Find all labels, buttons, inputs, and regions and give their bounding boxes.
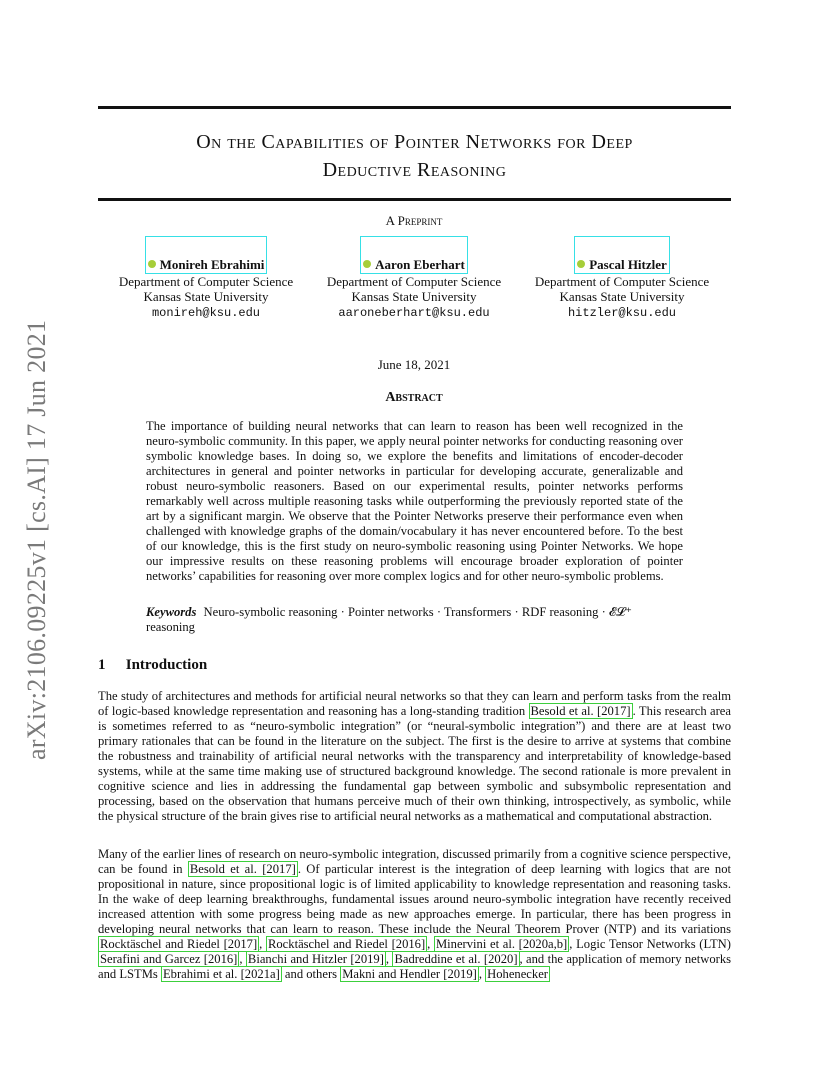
citation-link[interactable]: Rocktäschel and Riedel [2016] [267, 937, 426, 951]
title-rule-bottom [98, 198, 731, 201]
author-3 [522, 236, 722, 321]
title-line-2: Deductive Reasoning [322, 159, 507, 181]
author-1-email: monireh@ksu.edu [151, 306, 261, 320]
author-2-dept: Department of Computer Science [326, 274, 502, 289]
keywords-label: Keywords [146, 605, 197, 619]
author-2-email: aaroneberhart@ksu.edu [338, 306, 490, 320]
author-1-name-link[interactable]: Monireh Ebrahimi [145, 236, 268, 274]
orcid-icon[interactable] [577, 260, 585, 268]
author-2-univ: Kansas State University [351, 289, 477, 304]
section-number: 1 [98, 657, 106, 673]
author-1-univ: Kansas State University [143, 289, 269, 304]
author-3-univ: Kansas State University [559, 289, 685, 304]
intro-paragraph-1: The study of architectures and methods for artificial neural networks so that they can learn and perform tasks from the realm of logic-based knowledge representation and reasoning has a long-standing tradition Besold et al. [2017] . This research area is sometimes referred to as “neuro-symbolic integration” (or “neural-symbolic integration”) and there are at least two primary rationales that can be found in the literature on the subject. The first is the desire to arrive at systems that combine the robustness and trainability of artificial neural networks with the transparency and interpretability of knowledge-based systems, while at the same time making use of structured background knowledge. The second rationale is more prevalent in cognitive science and lies in addressing the fundamental gap between symbolic and subsymbolic representation and processing, based on the observation that humans perceive much of their own thinking, introspectively, as symbolic, while the physical structure of the brain gives rise to artificial neural networks as a mathematical and computational abstraction. [98, 689, 731, 823]
citation-link[interactable]: Ebrahimi et al. [2021a] [162, 967, 280, 981]
title-rule-top [98, 106, 731, 109]
author-1 [106, 236, 306, 321]
keywords [146, 605, 683, 635]
section-heading [98, 657, 207, 674]
citation-link[interactable]: Rocktäschel and Riedel [2017] [100, 937, 258, 951]
keywords-text: Neuro-symbolic reasoning · Pointer networks · Transformers · RDF reasoning · 𝓔𝓛⁺ reasoning [146, 605, 632, 634]
author-3-dept: Department of Computer Science [534, 274, 710, 289]
intro-paragraph-2: Many of the earlier lines of research on neuro-symbolic integration, discussed primarily from a cognitive science perspective, can be found in Besold et al. [2017] . Of particular interest is the integration of deep learning with logics that are not propositional in nature, since propositional logic is of limited applicability to knowledge representation and reasoning tasks. In the wake of deep learning breakthroughs, fundamental issues around neuro-symbolic integration have recently received increased attention with some progress being made as new approaches emerge. In particular, there has been progress in developing neural networks that can learn to reason. These include the Neural Theorem Prover (NTP) and its variations Rocktäschel and Riedel [2017] , Rocktäschel and Riedel [2016] , Minervini et al. [2020a,b] , Logic Tensor Networks (LTN) Serafini and Garcez [2016] , Bianchi and Hitzler [2019] , Badreddine et al. [2020] , and the application of memory networks and LSTMs Ebrahimi et al. [2021a] and others Makni and Hendler [2019] , Hohenecker [98, 847, 732, 981]
citation-link[interactable]: Makni and Hendler [2019] [342, 967, 477, 981]
citation-link[interactable]: Hohenecker [487, 967, 548, 981]
orcid-icon[interactable] [363, 260, 371, 268]
author-3-name-link[interactable]: Pascal Hitzler [574, 236, 670, 274]
orcid-icon[interactable] [148, 260, 156, 268]
citation-link[interactable]: Minervini et al. [2020a,b] [435, 937, 568, 951]
citation-link[interactable]: Besold et al. [2017] [530, 704, 631, 718]
citation-link[interactable]: Besold et al. [2017] [189, 862, 296, 876]
preprint-label: A Preprint [385, 213, 443, 228]
citation-link[interactable]: Badreddine et al. [2020] [394, 952, 518, 966]
citation-link[interactable]: Serafini and Garcez [2016] [100, 952, 238, 966]
section-title: Introduction [125, 657, 208, 673]
publication-date: June 18, 2021 [377, 357, 451, 372]
author-2-name-link[interactable]: Aaron Eberhart [360, 236, 468, 274]
citation-link[interactable]: Bianchi and Hitzler [2019] [247, 952, 384, 966]
title-line-1: On the Capabilities of Pointer Networks for Deep [196, 131, 633, 153]
author-3-email: hitzler@ksu.edu [567, 306, 677, 320]
abstract-text: The importance of building neural networks that can learn to reason has been well recognized in the neuro-symbolic community. In this paper, we apply neural pointer networks for conducting reasoning over symbolic knowledge bases. In doing so, we explore the benefits and limitations of encoder-decoder architectures in general and pointer networks in particular for developing accurate, generalizable and robust neuro-symbolic reasoners. Based on our experimental results, pointer networks performs remarkably well across multiple reasoning tasks while outperforming the previously reported state of the art by a significant margin. We observe that the Pointer Networks preserve their performance even when challenged with knowledge graphs of the domain/vocabulary it has never encountered before. To the best of our knowledge, this is the first study on neuro-symbolic reasoning using Pointer Networks. We hope our impressive results on these reasoning problems will encourage broader exploration of pointer networks’ capabilities for reasoning over more complex logics and for other neuro-symbolic problems. [146, 419, 683, 583]
abstract-heading: Abstract [385, 390, 443, 405]
author-2 [314, 236, 514, 321]
arxiv-sidebar-stamp: arXiv:2106.09225v1 [cs.AI] 17 Jun 2021 [22, 319, 51, 760]
paper-title [98, 128, 731, 184]
author-1-dept: Department of Computer Science [118, 274, 294, 289]
